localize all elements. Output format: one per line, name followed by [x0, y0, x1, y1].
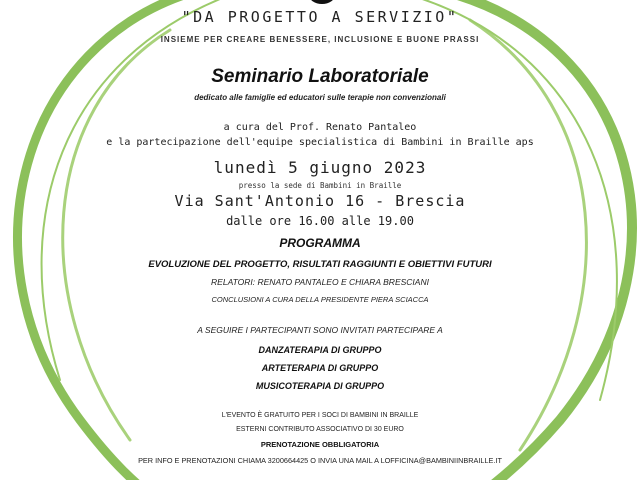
subtitle: INSIEME PER CREARE BENESSERE, INCLUSIONE E BUONE PRASSI — [160, 35, 480, 44]
program-speakers: RELATORI: RENATO PANTALEO E CHIARA BRESCIANI — [211, 277, 429, 287]
seminar-title: Seminario Laboratoriale — [211, 66, 429, 87]
booking-required: PRENOTAZIONE OBBLIGATORIA — [260, 440, 380, 449]
slogan: "DA PROGETTO A SERVIZIO" — [181, 8, 459, 26]
logo-fragment — [309, 0, 335, 4]
program-heading: PROGRAMMA — [279, 236, 361, 250]
curated-by: a cura del Prof. Renato Pantaleo — [223, 122, 417, 133]
free-event-note: L'EVENTO È GRATUITO PER I SOCI DI BAMBINI IN BRAILLE — [221, 412, 419, 419]
event-address: Via Sant'Antonio 16 - Brescia — [174, 192, 466, 210]
event-date: lunedì 5 giugno 2023 — [213, 158, 427, 177]
program-topic: EVOLUZIONE DEL PROGETTO, RISULTATI RAGGIUNTI E OBIETTIVI FUTURI — [148, 259, 492, 270]
venue-note: presso la sede di Bambini in Braille — [238, 181, 402, 190]
contact-info: PER INFO E PRENOTAZIONI CHIAMA 3200664425 O INVIA UNA MAIL A LOFFICINA@BAMBINIINBRAILLE.IT — [138, 456, 502, 465]
event-time: dalle ore 16.00 alle 19.00 — [226, 214, 414, 228]
activity-music-therapy: MUSICOTERAPIA DI GRUPPO — [255, 381, 385, 391]
participation: e la partecipazione dell'equipe specialistica di Bambini in Braille aps — [106, 137, 534, 148]
program-conclusions: CONCLUSIONI A CURA DELLA PRESIDENTE PIERA SCIACCA — [211, 295, 429, 304]
activity-dance-therapy: DANZATERAPIA DI GRUPPO — [258, 345, 382, 355]
program-invitation: A SEGUIRE I PARTECIPANTI SONO INVITATI PARTECIPARE A — [197, 325, 443, 335]
external-fee-note: ESTERNI CONTRIBUTO ASSOCIATIVO DI 30 EURO — [236, 426, 404, 433]
activity-art-therapy: ARTETERAPIA DI GRUPPO — [261, 363, 379, 373]
seminar-dedication: dedicato alle famiglie ed educatori sulle terapie non convenzionali — [194, 93, 446, 102]
